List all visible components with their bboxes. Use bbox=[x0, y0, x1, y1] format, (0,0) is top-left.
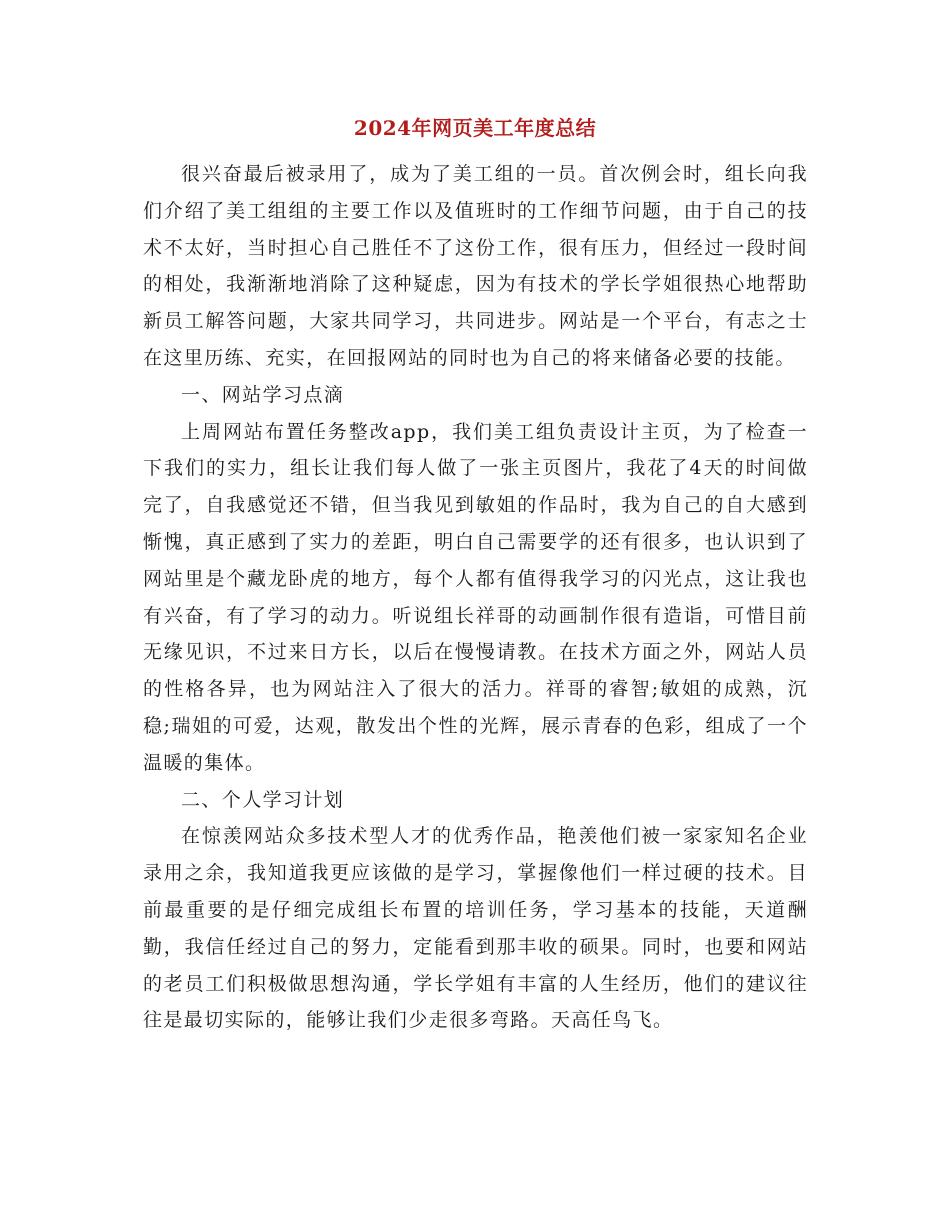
document-body bbox=[143, 156, 808, 1039]
paragraph-intro: 很兴奋最后被录用了，成为了美工组的一员。首次例会时，组长向我们介绍了美工组组的主要工作以及值班时的工作细节问题，由于自己的技术不太好，当时担心自己胜任不了这份工作，很有压力，但经过一段时间的相处，我渐渐地消除了这种疑虑，因为有技术的学长学姐很热心地帮助新员工解答问题，大家共同学习，共同进步。网站是一个平台，有志之士在这里历练、充实，在回报网站的同时也为自己的将来储备必要的技能。 bbox=[143, 163, 808, 369]
document-title: 2024年网页美工年度总结 bbox=[353, 116, 597, 140]
section-heading-2: 二、个人学习计划 bbox=[181, 788, 345, 811]
section-heading-1: 一、网站学习点滴 bbox=[181, 383, 345, 406]
paragraph-section-2: 在惊羡网站众多技术型人才的优秀作品，艳羡他们被一家家知名企业录用之余，我知道我更应该做的是学习，掌握像他们一样过硬的技术。目前最重要的是仔细完成组长布置的培训任务，学习基本的技能，天道酬勤，我信任经过自己的努力，定能看到那丰收的硕果。同时，也要和网站的老员工们积极做思想沟通，学长学姐有丰富的人生经历，他们的建议往往是最切实际的，能够让我们少走很多弯路。天高任鸟飞。 bbox=[143, 825, 808, 1032]
paragraph-section-1: 上周网站布置任务整改app，我们美工组负责设计主页，为了检查一下我们的实力，组长让我们每人做了一张主页图片，我花了4天的时间做完了，自我感觉还不错，但当我见到敏姐的作品时，我为自己的自大感到惭愧，真正感到了实力的差距，明白自己需要学的还有很多，也认识到了网站里是个藏龙卧虎的地方，每个人都有值得我学习的闪光点，这让我也有兴奋，有了学习的动力。听说组长祥哥的动画制作很有造诣，可惜目前无缘见识，不过来日方长，以后在慢慢请教。在技术方面之外，网站人员的性格各异，也为网站注入了很大的活力。祥哥的睿智;敏姐的成熟，沉稳;瑞姐的可爱，达观，散发出个性的光辉，展示青春的色彩，组成了一个温暖的集体。 bbox=[143, 420, 808, 774]
